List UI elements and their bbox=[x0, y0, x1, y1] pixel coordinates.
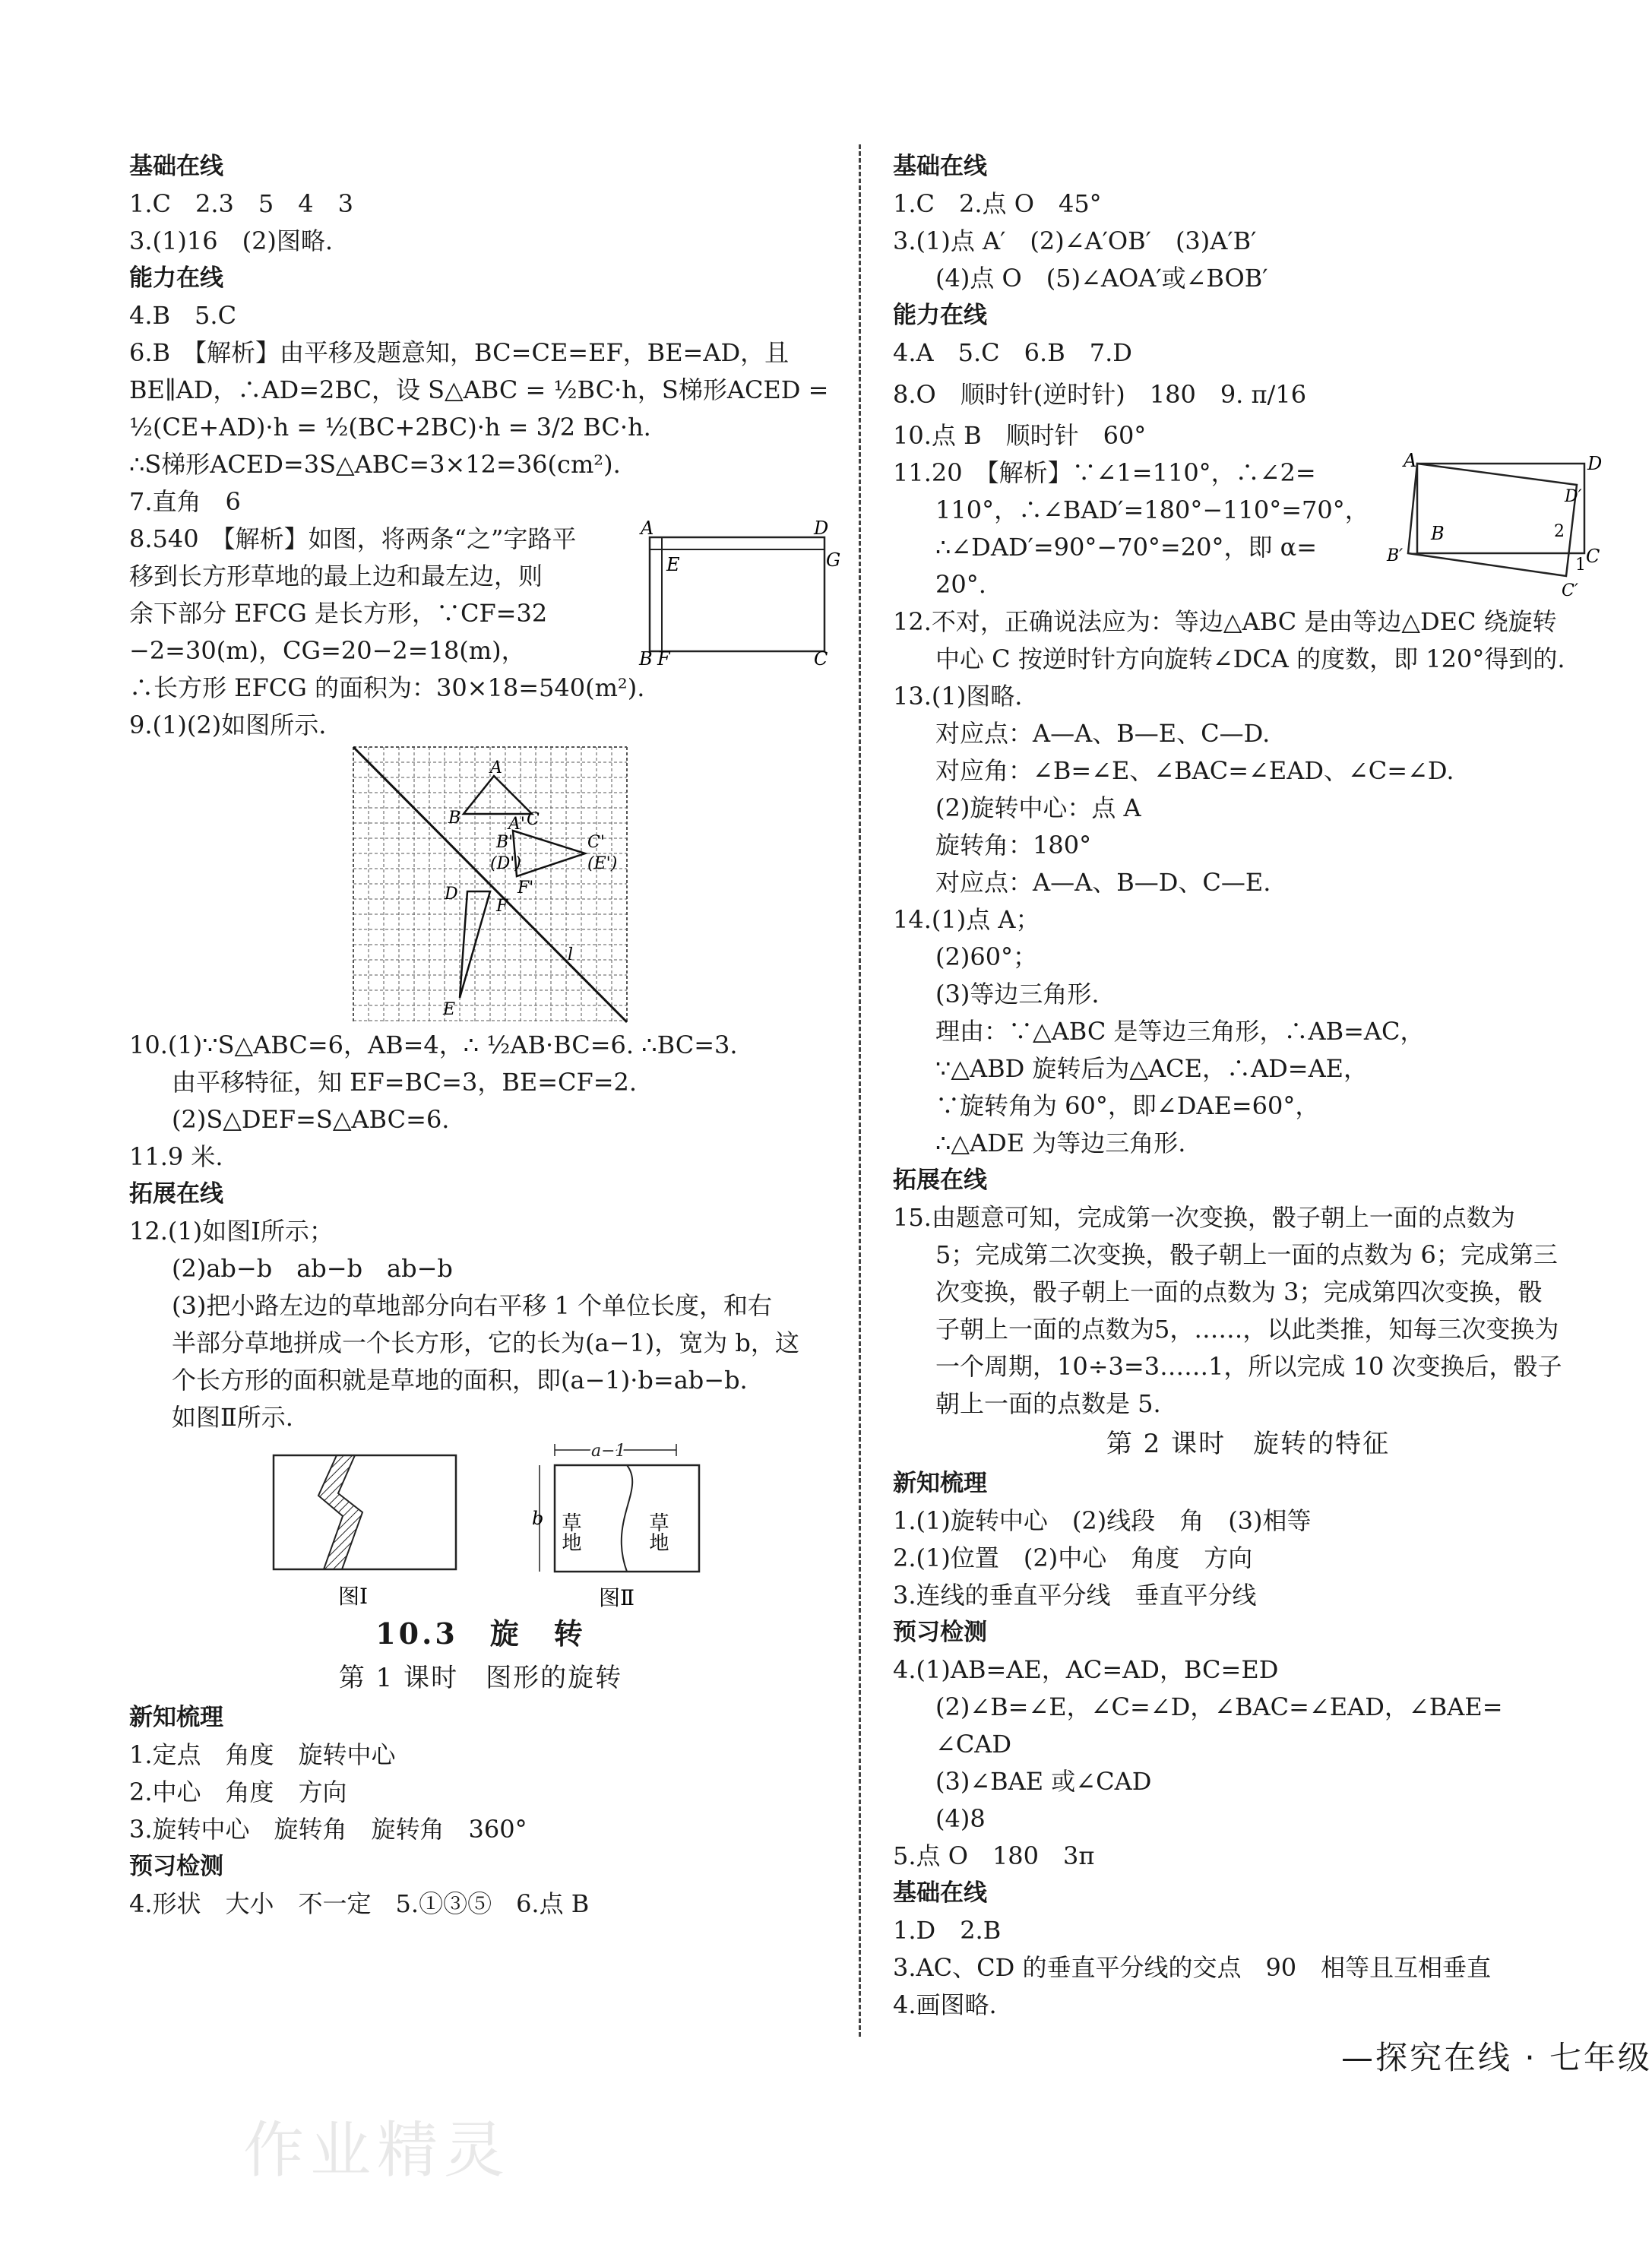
answer-line: 中心 C 按逆时针方向旋转∠DCA 的度数，即 120°得到的. bbox=[935, 644, 1565, 673]
answer-line: 9.(1)(2)如图所示. bbox=[129, 711, 327, 739]
answer-line: 20°. bbox=[935, 570, 986, 599]
label-A-prime: A' bbox=[508, 815, 525, 834]
answer-line: 子朝上一面的点数为5，……，以此类推，知每三次变换为 bbox=[935, 1315, 1559, 1344]
heading-extension: 拓展在线 bbox=[129, 1180, 223, 1208]
fig2-grass-left: 草地 bbox=[559, 1512, 581, 1552]
right-column bbox=[893, 148, 1603, 2024]
heading-preview: 预习检测 bbox=[893, 1619, 987, 1646]
answer-line: ∵△ABD 旋转后为△ACE，∴AD=AE， bbox=[935, 1054, 1369, 1083]
answer-line: 2.(1)位置 (2)中心 角度 方向 bbox=[893, 1543, 1253, 1572]
label-D: D bbox=[814, 518, 829, 539]
lesson-title: 第 1 课时 图形的旋转 bbox=[338, 1663, 623, 1693]
label-B: B bbox=[639, 648, 653, 670]
answer-line: ∴△ADE 为等边三角形. bbox=[935, 1129, 1186, 1157]
label-B-prime: B' bbox=[496, 833, 514, 852]
label-E: E bbox=[666, 554, 680, 575]
heading-basic-2: 基础在线 bbox=[893, 1879, 987, 1907]
label-C: C bbox=[1586, 546, 1600, 567]
label-E-prime: (E') bbox=[587, 854, 618, 873]
answer-line: (4)8 bbox=[935, 1804, 986, 1833]
answer-line: 15.由题意可知，完成第一次变换，骰子朝上一面的点数为 bbox=[893, 1203, 1515, 1232]
label-B: B bbox=[1431, 523, 1445, 544]
page-footer: —探究在线 · 七年级 bbox=[1341, 2039, 1652, 2076]
answer-line: 10.(1)∵S△ABC=6，AB=4，∴ ½AB·BC=6. ∴BC=3. bbox=[129, 1031, 738, 1059]
answer-line: (2)旋转中心：点 A bbox=[935, 793, 1141, 822]
answer-line: BE∥AD，∴AD=2BC，设 S△ABC = ½BC·h，S梯形ACED = bbox=[129, 375, 829, 404]
answer-line: 5.点 O 180 3π bbox=[893, 1841, 1095, 1870]
label-C: C bbox=[527, 810, 540, 829]
answer-line: 1.C 2.3 5 4 3 bbox=[129, 189, 353, 218]
angle-1: 1 bbox=[1575, 556, 1586, 575]
answer-line: ∴长方形 EFCG 的面积为：30×18=540(m²). bbox=[129, 673, 645, 702]
heading-extension: 拓展在线 bbox=[893, 1167, 987, 1194]
label-D-prime: D′ bbox=[1565, 487, 1582, 506]
label-C-prime: C' bbox=[587, 833, 605, 852]
answer-line: 理由：∵△ABC 是等边三角形，∴AB=AC， bbox=[935, 1017, 1425, 1046]
answer-line: ∵旋转角为 60°，即∠DAE=60°， bbox=[935, 1091, 1320, 1120]
label-F-prime: F' bbox=[517, 879, 534, 898]
figure-I bbox=[270, 1452, 460, 1611]
q11-block bbox=[893, 450, 1603, 603]
answer-line: (4)点 O (5)∠AOA′或∠BOB′ bbox=[935, 264, 1268, 293]
heading-preview: 预习检测 bbox=[129, 1853, 223, 1880]
answer-line: 4.B 5.C bbox=[129, 301, 237, 330]
label-D-prime: (D') bbox=[490, 854, 521, 873]
left-column bbox=[129, 148, 841, 1923]
answer-line: 个长方形的面积就是草地的面积，即(a−1)·b=ab−b. bbox=[172, 1366, 748, 1395]
answer-line: ∠CAD bbox=[935, 1730, 1012, 1759]
answer-line: 1.D 2.B bbox=[893, 1916, 1002, 1945]
label-C-prime: C′ bbox=[1562, 581, 1578, 600]
label-F: F bbox=[657, 648, 670, 670]
figure-II-label: 图Ⅱ bbox=[599, 1585, 635, 1610]
answer-line: 由平移特征，知 EF=BC=3，BE=CF=2. bbox=[172, 1068, 638, 1097]
q9-grid-block bbox=[129, 744, 832, 1027]
answer-line: 4.形状 大小 不一定 5.①③⑤ 6.点 B bbox=[129, 1889, 590, 1918]
answer-line: 对应点：A—A、B—E、C—D. bbox=[935, 719, 1271, 748]
answer-line: 8.O 顺时针(逆时针) 180 9. π/16 bbox=[893, 380, 1307, 409]
answer-line: (3)把小路左边的草地部分向右平移 1 个单位长度，和右 bbox=[172, 1291, 773, 1320]
q9-grid-figure bbox=[353, 747, 627, 1022]
heading-ability: 能力在线 bbox=[893, 302, 987, 329]
answer-line: 对应点：A—A、B—D、C—E. bbox=[935, 868, 1271, 897]
answer-line: 4.画图略. bbox=[893, 1990, 997, 2019]
answer-line: 对应角：∠B=∠E、∠BAC=∠EAD、∠C=∠D. bbox=[935, 756, 1454, 785]
answer-line: 3.(1)点 A′ (2)∠A′OB′ (3)A′B′ bbox=[893, 226, 1257, 255]
angle-2: 2 bbox=[1554, 522, 1565, 541]
answer-line: 朝上一面的点数是 5. bbox=[935, 1389, 1161, 1418]
q11-rotated-rectangle-figure bbox=[1387, 450, 1603, 606]
q12-figures bbox=[129, 1436, 832, 1611]
answer-line: 次变换，骰子朝上一面的点数为 3；完成第四次变换，骰 bbox=[935, 1277, 1543, 1306]
column-divider bbox=[859, 144, 861, 2037]
answer-line: ∴S梯形ACED=3S△ABC=3×12=36(cm²). bbox=[129, 450, 621, 479]
answer-line: 3.旋转中心 旋转角 旋转角 360° bbox=[129, 1815, 527, 1844]
answer-line: 110°，∴∠BAD′=180°−110°=70°， bbox=[935, 495, 1369, 524]
answer-line: ∴∠DAD′=90°−70°=20°，即 α= bbox=[935, 533, 1318, 562]
label-D: D bbox=[1587, 453, 1603, 474]
answer-line: 4.(1)AB=AE，AC=AD，BC=ED bbox=[893, 1655, 1279, 1684]
answer-line: ½(CE+AD)·h = ½(BC+2BC)·h = 3/2 BC·h. bbox=[129, 413, 651, 442]
answer-line: 4.A 5.C 6.B 7.D bbox=[893, 338, 1132, 367]
answer-line: 11.20 【解析】∵∠1=110°，∴∠2= bbox=[893, 458, 1316, 487]
watermark: 作业精灵 bbox=[243, 2115, 511, 2186]
answer-line: 13.(1)图略. bbox=[893, 682, 1023, 711]
label-A: A bbox=[1404, 450, 1417, 471]
heading-ability: 能力在线 bbox=[129, 264, 223, 292]
label-F: F bbox=[496, 897, 508, 916]
q8-block bbox=[129, 518, 841, 670]
answer-line: 11.9 米. bbox=[129, 1142, 223, 1171]
answer-line: (3)等边三角形. bbox=[935, 980, 1100, 1008]
fig2-top-label: a−1 bbox=[591, 1442, 626, 1461]
answer-line: 7.直角 6 bbox=[129, 487, 241, 516]
fig2-grass-right: 草地 bbox=[646, 1512, 669, 1552]
answer-line: 1.C 2.点 O 45° bbox=[893, 189, 1102, 218]
heading-basic: 基础在线 bbox=[129, 153, 223, 180]
label-B-prime: B′ bbox=[1387, 546, 1404, 565]
figure-II bbox=[532, 1436, 707, 1611]
answer-line: 3.(1)16 (2)图略. bbox=[129, 226, 334, 255]
answer-line: 5；完成第二次变换，骰子朝上一面的点数为 6；完成第三 bbox=[935, 1240, 1558, 1269]
fig2-side-label: b bbox=[532, 1508, 544, 1529]
answer-line: 8.540 【解析】如图，将两条“之”字路平 bbox=[129, 524, 577, 553]
answer-line: 3.连线的垂直平分线 垂直平分线 bbox=[893, 1581, 1257, 1610]
answer-line: 一个周期，10÷3=3……1，所以完成 10 次变换后，骰子 bbox=[935, 1352, 1562, 1381]
heading-new-knowledge: 新知梳理 bbox=[129, 1704, 223, 1731]
label-A: A bbox=[490, 758, 502, 777]
label-A: A bbox=[641, 518, 654, 539]
answer-line: (2)S△DEF=S△ABC=6. bbox=[172, 1105, 450, 1134]
section-title: 10.3 旋 转 bbox=[375, 1616, 586, 1651]
answer-line: (2)60°； bbox=[935, 942, 1038, 971]
lesson-title-2: 第 2 课时 旋转的特征 bbox=[1106, 1429, 1391, 1459]
answer-line: 旋转角：180° bbox=[935, 831, 1092, 860]
answer-line: (2)ab−b ab−b ab−b bbox=[172, 1254, 453, 1283]
answer-line: 如图Ⅱ所示. bbox=[172, 1403, 293, 1432]
label-C: C bbox=[814, 648, 828, 670]
answer-line: 14.(1)点 A； bbox=[893, 905, 1040, 934]
answer-line: (3)∠BAE 或∠CAD bbox=[935, 1767, 1152, 1796]
label-D: D bbox=[445, 885, 458, 904]
answer-line: 6.B 【解析】由平移及题意知，BC=CE=EF，BE=AD，且 bbox=[129, 338, 790, 367]
answer-line: 12.不对，正确说法应为：等边△ABC 是由等边△DEC 绕旋转 bbox=[893, 607, 1557, 636]
label-B: B bbox=[448, 809, 461, 828]
answer-line: 3.AC、CD 的垂直平分线的交点 90 相等且互相垂直 bbox=[893, 1953, 1492, 1982]
figure-I-label: 图Ⅰ bbox=[338, 1584, 369, 1609]
answer-line: 12.(1)如图Ⅰ所示； bbox=[129, 1217, 334, 1246]
answer-line: 1.定点 角度 旋转中心 bbox=[129, 1740, 396, 1769]
label-E: E bbox=[443, 1000, 456, 1019]
q8-rectangle-figure bbox=[635, 518, 841, 670]
answer-line: (2)∠B=∠E，∠C=∠D，∠BAC=∠EAD，∠BAE= bbox=[935, 1692, 1503, 1721]
label-l: l bbox=[568, 945, 574, 964]
heading-new-knowledge: 新知梳理 bbox=[893, 1470, 987, 1497]
label-G: G bbox=[826, 549, 841, 571]
answer-line: 移到长方形草地的最上边和最左边，则 bbox=[129, 562, 543, 590]
answer-line: 2.中心 角度 方向 bbox=[129, 1778, 347, 1806]
answer-line: 1.(1)旋转中心 (2)线段 角 (3)相等 bbox=[893, 1506, 1312, 1535]
answer-line: 半部分草地拼成一个长方形，它的长为(a−1)，宽为 b，这 bbox=[172, 1328, 799, 1357]
answer-line: 10.点 B 顺时针 60° bbox=[893, 421, 1147, 450]
answer-line: −2=30(m)，CG=20−2=18(m)， bbox=[129, 636, 526, 665]
answer-line: 余下部分 EFCG 是长方形，∵CF=32 bbox=[129, 599, 548, 628]
heading-basic: 基础在线 bbox=[893, 153, 987, 180]
